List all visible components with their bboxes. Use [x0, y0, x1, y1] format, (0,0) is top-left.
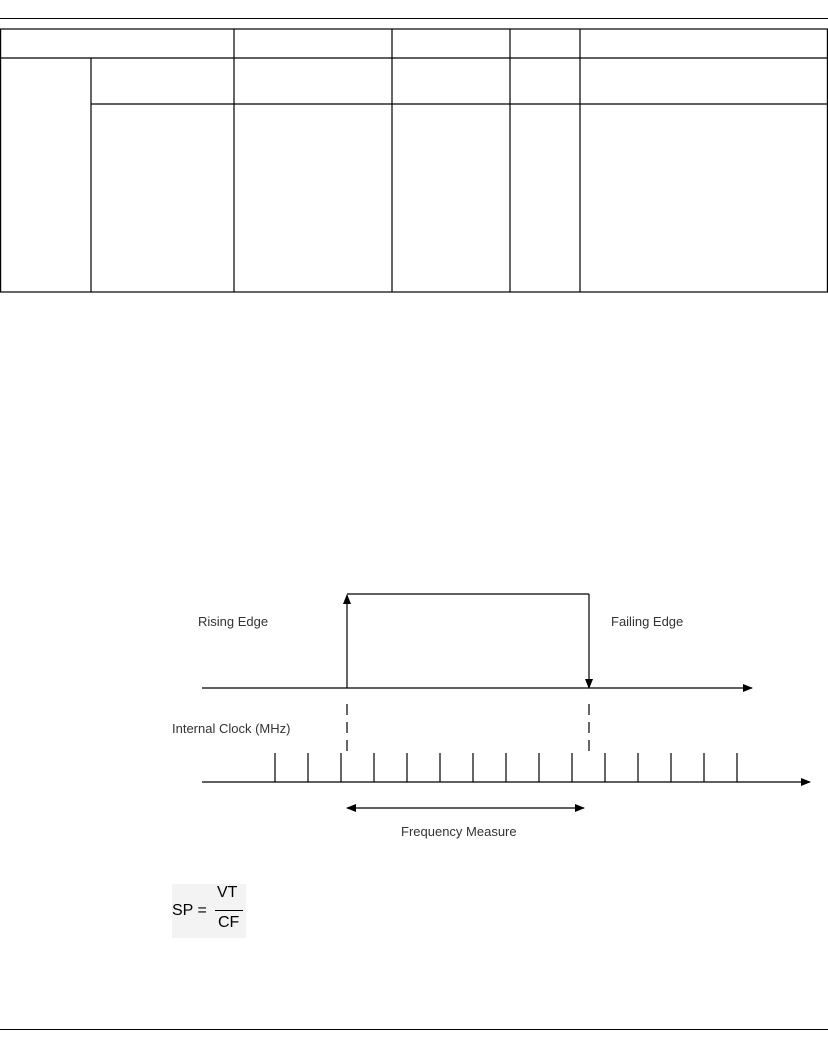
rising-edge-label: Rising Edge: [198, 614, 269, 629]
formula-numerator: VT: [217, 884, 238, 901]
failing-edge-label: Failing Edge: [611, 614, 684, 629]
formula-lhs: SP =: [172, 902, 207, 919]
fraction-bar: [215, 910, 243, 911]
footer-rule: [0, 1029, 828, 1030]
speed-formula: [172, 884, 246, 938]
frequency-measure-label: Frequency Measure: [401, 824, 517, 839]
formula-denominator: CF: [218, 914, 240, 931]
internal-clock-label: Internal Clock (MHz): [172, 721, 291, 736]
